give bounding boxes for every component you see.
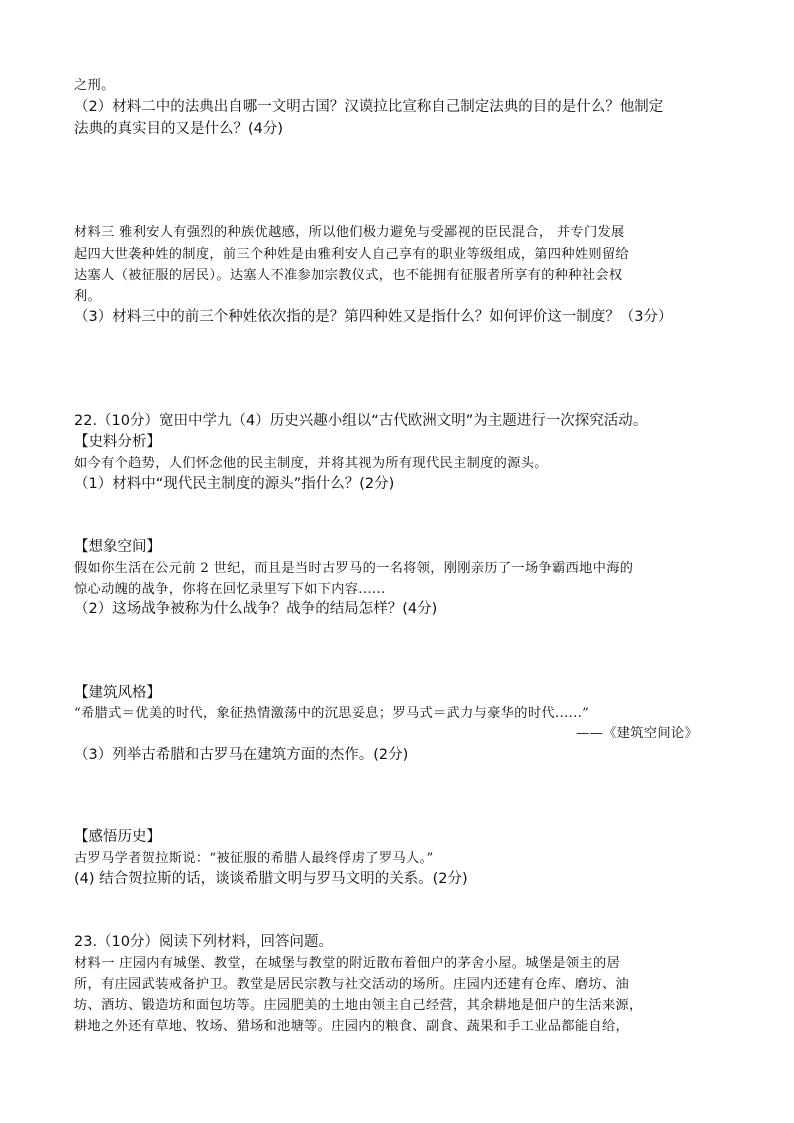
question-22-3: （3）列举古希腊和古罗马在建筑方面的杰作。(2分) [74,747,409,763]
question-3: （3）材料三中的前三个种姓依次指的是？第四种姓又是指什么？如何评价这一制度？（3分） [74,309,673,325]
section-heading-reflection: 【感悟历史】 [74,829,161,845]
material-3-line: 起四大世袭种姓的制度，前三个种姓是由雅利安人自己享有的职业等级组成，第四种姓则留给 [74,247,630,262]
material-3-line: 材料三 雅利安人有强烈的种族优越感，所以他们极力避免与受鄙视的臣民混合， 并专门发展 [74,225,625,240]
material-1-line: 耕地之外还有草地、牧场、猎场和池塘等。庄园内的粮食、副食、蔬果和手工业品都能自给， [74,1019,630,1034]
question-2-line-2: 法典的真实目的又是什么？(4分) [74,121,284,137]
question-22-4: (4) 结合贺拉斯的话，谈谈希腊文明与罗马文明的关系。(2分) [74,871,468,887]
imagination-text-line: 惊心动魄的战争，你将在回忆录里写下如下内容...... [74,582,386,597]
question-22-title: 22.（10分）宽田中学九（4）历史兴趣小组以“古代欧洲文明”为主题进行一次探究活动。 [74,413,648,429]
text-line: 之刑。 [74,78,115,93]
architecture-quote: “希腊式＝优美的时代，象征热情激荡中的沉思妥息；罗马式＝武力与豪华的时代......” [74,706,590,721]
imagination-text-line: 假如你生活在公元前 2 世纪，而且是当时古罗马的一名将领，刚刚亲历了一场争霸西地中海的 [74,561,634,576]
source-text: 如今有个趋势，人们怀念他的民主制度，并将其视为所有现代民主制度的源头。 [74,456,548,471]
question-22-1: （1）材料中“现代民主制度的源头”指什么？(2分) [74,476,395,492]
section-heading-architecture: 【建筑风格】 [74,685,161,701]
material-1-line: 所，有庄园武装戒备护卫。教堂是居民宗教与社交活动的场所。庄园内还建有仓库、磨坊、油 [74,977,630,992]
material-1-line: 坊、酒坊、锻造坊和面包坊等。庄园肥美的土地由领主自己经营，其余耕地是佃户的生活来源， [74,998,643,1013]
quote-source: ——《建筑空间论》 [576,726,698,741]
question-23-title: 23.（10分）阅读下列材料，回答问题。 [74,934,334,950]
reflection-text: 古罗马学者贺拉斯说：“被征服的希腊人最终俘虏了罗马人。” [74,851,434,866]
material-3-line: 达塞人（被征服的居民）。达塞人不准参加宗教仪式，也不能拥有征服者所享有的种种社会权 [74,268,623,283]
section-heading-source-analysis: 【史料分析】 [74,434,161,450]
material-1-line: 材料一 庄园内有城堡、教堂，在城堡与教堂的附近散布着佃户的茅舍小屋。城堡是领主的居 [74,956,621,971]
question-22-2: （2）这场战争被称为什么战争？战争的结局怎样？(4分) [74,601,438,617]
section-heading-imagination: 【想象空间】 [74,539,161,555]
question-2-line-1: （2）材料二中的法典出自哪一文明古国？汉谟拉比宣称自己制定法典的目的是什么？他制定 [74,99,664,115]
material-3-line: 利。 [74,289,102,304]
